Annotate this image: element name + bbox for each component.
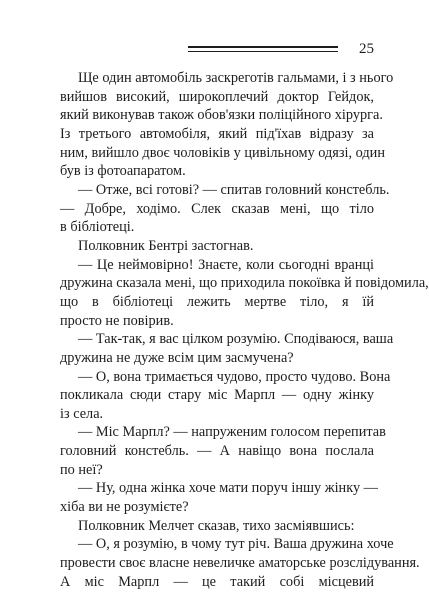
text-line: — Ну, одна жінка хоче мати поруч іншу жінку —	[78, 480, 378, 497]
text-line: із села.	[60, 405, 104, 422]
running-header	[188, 40, 374, 60]
text-line: — Добре, ходімо. Слек сказав мені, що тіло	[60, 200, 374, 217]
text-line: Із третього автомобіля, який під'їхав відразу за	[60, 125, 374, 142]
text-line: — О, я розумію, в чому тут річ. Ваша дружина хоче	[78, 536, 394, 553]
page-number: 25	[359, 41, 374, 57]
text-line: Полковник Бентрі застогнав.	[78, 237, 254, 254]
text-line: в бібліотеці.	[60, 219, 135, 236]
text-line: хіба ви не розумієте?	[60, 499, 189, 516]
text-line: покликала сюди стару міс Марпл — одну жінку	[60, 387, 374, 404]
text-line: А міс Марпл — це такий собі місцевий	[60, 573, 374, 590]
text-line: просто не повірив.	[60, 312, 174, 329]
text-line: — Отже, всі готові? — спитав головний констебль.	[78, 181, 390, 198]
text-line: що в бібліотеці лежить мертве тіло, я їй	[60, 293, 374, 310]
text-line: — Міс Марпл? — напруженим голосом перепитав	[78, 424, 386, 441]
text-line: Полковник Мелчет сказав, тихо засміявшись:	[78, 517, 355, 534]
text-line: який виконував також обов'язки поліційного хірурга.	[60, 107, 383, 124]
text-line: вийшов високий, широкоплечий доктор Гейдок,	[60, 88, 374, 105]
header-rule-thin	[188, 51, 338, 52]
text-line: дружина не дуже всім цим засмучена?	[60, 349, 294, 366]
text-line: провести своє власне невеличке аматорське розслідування.	[60, 555, 420, 572]
text-line: був із фотоапаратом.	[60, 163, 186, 180]
text-line: — О, вона тримається чудово, просто чудово. Вона	[78, 368, 391, 385]
text-line: ним, вийшло двоє чоловіків у цивільному одязі, один	[60, 144, 385, 161]
body-text	[60, 69, 429, 591]
text-line: — Це неймовірно! Знаєте, коли сьогодні вранці	[78, 256, 374, 273]
header-rule-thick	[188, 46, 338, 48]
text-line: головний констебль. — А навіщо вона послала	[60, 443, 374, 460]
text-line: Ще один автомобіль заскреготів гальмами, і з нього	[78, 70, 394, 86]
text-line: по неї?	[60, 461, 103, 478]
text-line: — Так-так, я вас цілком розумію. Сподіваюся, ваша	[78, 331, 394, 348]
text-line: дружина сказала мені, що приходила покоївка й повідомила,	[60, 275, 429, 292]
